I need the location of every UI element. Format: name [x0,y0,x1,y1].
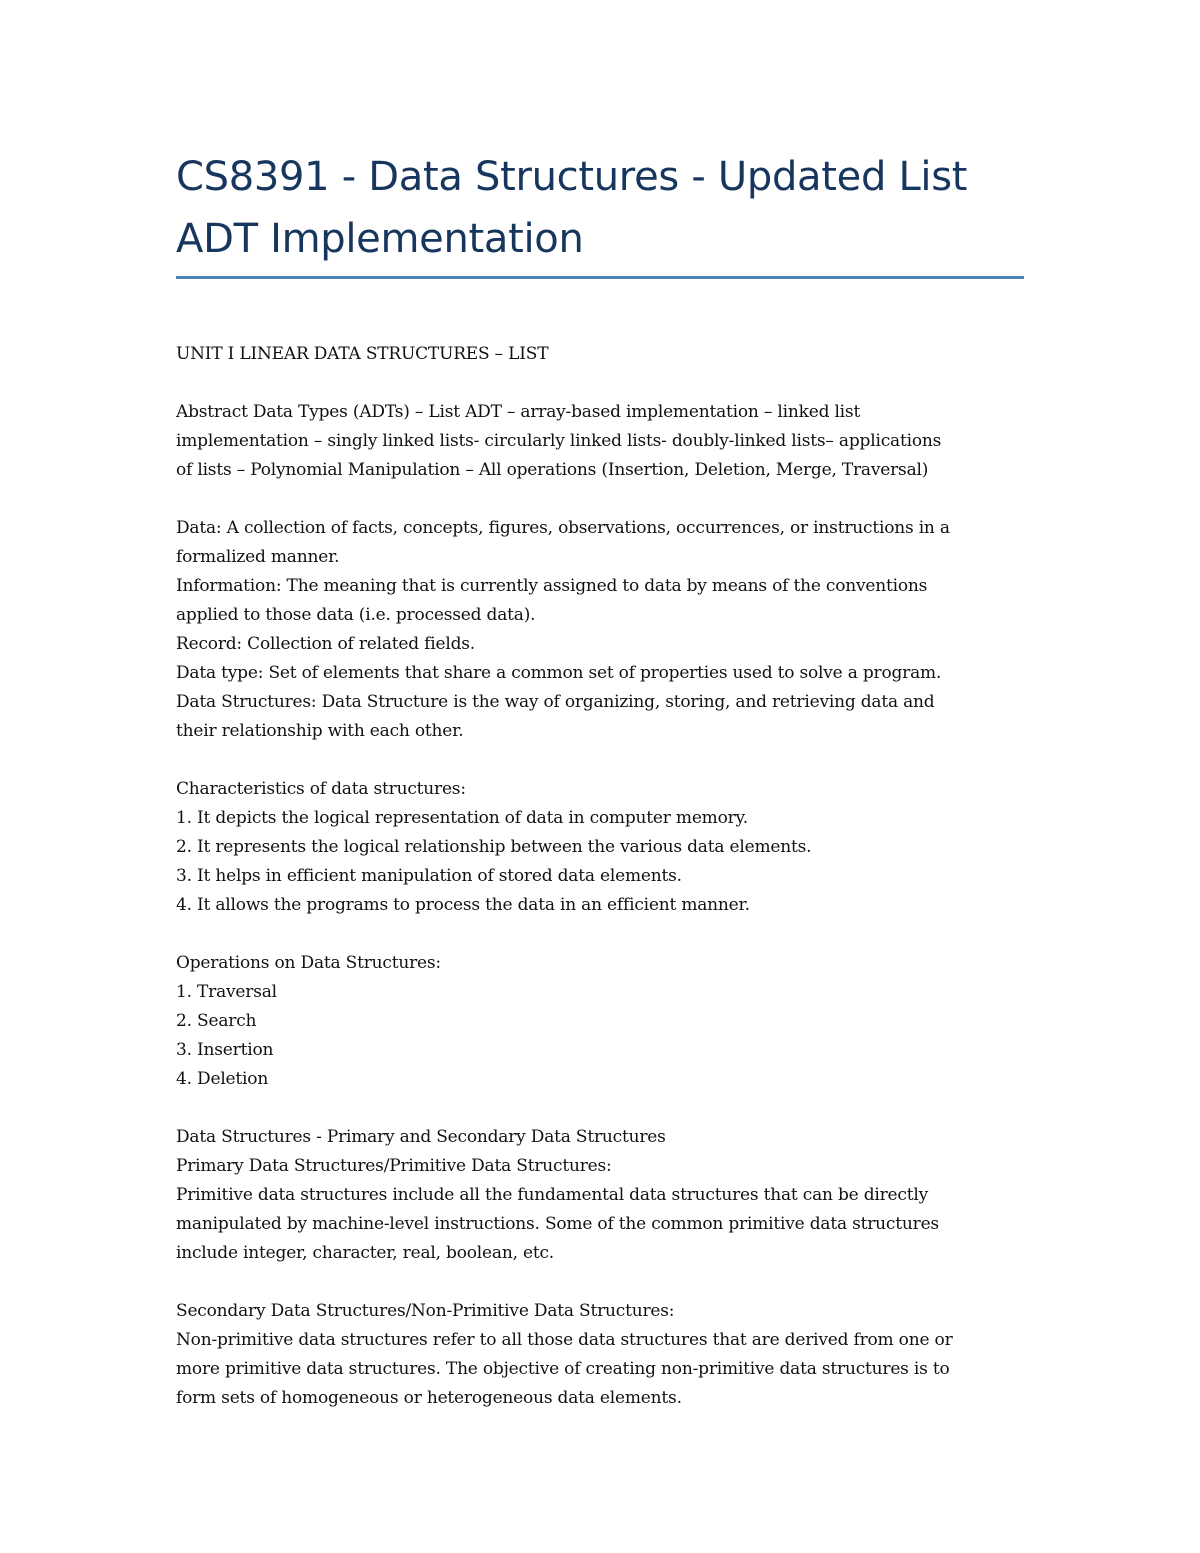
definition-line: Record: Collection of related fields. [176,634,476,654]
definitions-paragraph [176,514,1026,746]
paragraph-gap [176,1094,1026,1123]
paragraph-gap [176,485,1026,514]
definition-line: applied to those data (i.e. processed data). [176,605,536,625]
secondary-line: more primitive data structures. The objective of creating non-primitive data structures is to [176,1359,950,1379]
unit-heading [176,340,1026,369]
primary-line: Primitive data structures include all the fundamental data structures that can be directly [176,1185,929,1205]
operation-item: 2. Search [176,1011,257,1031]
characteristic-item: 2. It represents the logical relationship between the various data elements. [176,837,812,857]
primary-line: Primary Data Structures/Primitive Data Structures: [176,1156,612,1176]
primary-line: Data Structures - Primary and Secondary Data Structures [176,1127,666,1147]
primary-structures-section [176,1123,1026,1268]
definition-line: Information: The meaning that is currently assigned to data by means of the conventions [176,576,928,596]
paragraph-gap [176,746,1026,775]
definition-line: formalized manner. [176,547,340,567]
document-title [176,146,1026,270]
characteristics-section [176,775,1026,920]
paragraph-gap [176,920,1026,949]
definition-line: Data type: Set of elements that share a common set of properties used to solve a program. [176,663,942,683]
document-content [176,146,1026,1413]
operations-section [176,949,1026,1094]
syllabus-line: Abstract Data Types (ADTs) – List ADT – array-based implementation – linked list [176,402,861,422]
paragraph-gap [176,369,1026,398]
syllabus-paragraph [176,398,1026,485]
secondary-line: Secondary Data Structures/Non-Primitive Data Structures: [176,1301,675,1321]
document-body [176,340,1026,1413]
operations-heading: Operations on Data Structures: [176,953,441,973]
syllabus-line: of lists – Polynomial Manipulation – All operations (Insertion, Deletion, Merge, Traversal) [176,460,929,480]
definition-line: Data: A collection of facts, concepts, figures, observations, occurrences, or instructions in a [176,518,950,538]
title-line: ADT Implementation [176,216,584,262]
operation-item: 4. Deletion [176,1069,269,1089]
definition-line: their relationship with each other. [176,721,464,741]
paragraph-gap [176,1268,1026,1297]
secondary-line: form sets of homogeneous or heterogeneous data elements. [176,1388,682,1408]
secondary-structures-section [176,1297,1026,1413]
definition-line: Data Structures: Data Structure is the way of organizing, storing, and retrieving data and [176,692,935,712]
operation-item: 1. Traversal [176,982,277,1002]
title-line: CS8391 - Data Structures - Updated List [176,154,968,200]
characteristics-heading: Characteristics of data structures: [176,779,466,799]
secondary-line: Non-primitive data structures refer to all those data structures that are derived from one or [176,1330,953,1350]
operation-item: 3. Insertion [176,1040,274,1060]
primary-line: include integer, character, real, boolean, etc. [176,1243,554,1263]
primary-line: manipulated by machine-level instructions. Some of the common primitive data structures [176,1214,939,1234]
syllabus-line: implementation – singly linked lists- circularly linked lists- doubly-linked lists– applications [176,431,942,451]
characteristic-item: 3. It helps in efficient manipulation of stored data elements. [176,866,682,886]
characteristic-item: 1. It depicts the logical representation of data in computer memory. [176,808,748,828]
characteristic-item: 4. It allows the programs to process the data in an efficient manner. [176,895,750,915]
unit-heading-text: UNIT I LINEAR DATA STRUCTURES – LIST [176,344,549,364]
spacer [176,279,1026,340]
